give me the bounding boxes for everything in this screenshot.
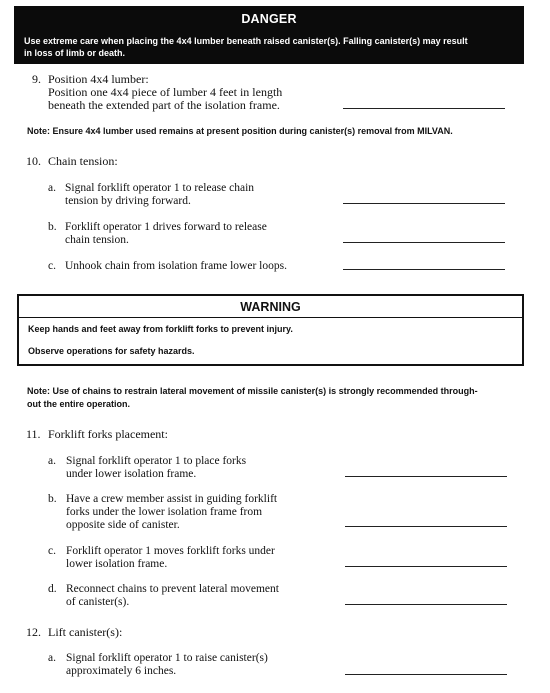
step-11a-letter: a. <box>48 455 56 467</box>
step-11b-text-line-3: opposite side of canister. <box>66 519 180 531</box>
danger-box <box>14 6 524 64</box>
danger-title: DANGER <box>241 12 297 26</box>
step-10b-text-line-2: chain tension. <box>65 234 129 246</box>
step-11a-text-line-2: under lower isolation frame. <box>66 468 197 480</box>
step-11c-text-line-2: lower isolation frame. <box>66 558 168 570</box>
step-9-signoff-line[interactable] <box>343 108 505 109</box>
step-10c-signoff-line[interactable] <box>343 269 505 270</box>
step-11c-letter: c. <box>48 545 56 557</box>
danger-text-line-1: Use extreme care when placing the 4x4 lumber beneath raised canister(s). Falling canister(s) may result <box>24 36 468 46</box>
step-12-number: 12. <box>26 625 41 639</box>
step-10c-text-line-1: Unhook chain from isolation frame lower loops. <box>65 260 287 272</box>
step-12a-letter: a. <box>48 652 56 664</box>
step-11-title: Forklift forks placement: <box>48 427 168 441</box>
step-12a-text-line-1: Signal forklift operator 1 to raise canister(s) <box>66 652 268 664</box>
step-10a-letter: a. <box>48 182 56 194</box>
step-10b-signoff-line[interactable] <box>343 242 505 243</box>
step-10c-letter: c. <box>48 260 56 272</box>
note-chains <box>27 385 519 411</box>
step-10a-signoff-line[interactable] <box>343 203 505 204</box>
note-lumber: Note: Ensure 4x4 lumber used remains at present position during canister(s) removal from MILVAN. <box>27 126 453 136</box>
note-chains-line-2: out the entire operation. <box>27 399 131 409</box>
danger-text-line-2: in loss of limb or death. <box>24 48 126 58</box>
step-12a-text-line-2: approximately 6 inches. <box>66 665 177 677</box>
step-10a-text-line-2: tension by driving forward. <box>65 195 191 207</box>
step-10-number: 10. <box>26 154 41 168</box>
step-11-number: 11. <box>26 427 41 441</box>
step-10b-letter: b. <box>48 221 57 233</box>
step-11d-signoff-line[interactable] <box>345 604 507 605</box>
step-11c-signoff-line[interactable] <box>345 566 507 567</box>
step-11d-text-line-1: Reconnect chains to prevent lateral movement <box>66 583 279 595</box>
step-12a-signoff-line[interactable] <box>345 674 507 675</box>
step-10-title: Chain tension: <box>48 154 118 168</box>
step-9-text-line-2: beneath the extended part of the isolation frame. <box>48 98 280 112</box>
step-11a-signoff-line[interactable] <box>345 476 507 477</box>
warning-box <box>17 294 524 366</box>
danger-text <box>24 35 514 59</box>
step-11d-text-line-2: of canister(s). <box>66 596 130 608</box>
step-11b-text-line-2: forks under the lower isolation frame from <box>66 506 263 518</box>
warning-title: WARNING <box>240 300 301 314</box>
step-11b-signoff-line[interactable] <box>345 526 507 527</box>
warning-text-line-1: Keep hands and feet away from forklift forks to prevent injury. <box>28 324 293 334</box>
warning-text-line-2: Observe operations for safety hazards. <box>28 346 195 356</box>
step-10b-text-line-1: Forklift operator 1 drives forward to release <box>65 221 267 233</box>
step-11c-text-line-1: Forklift operator 1 moves forklift forks under <box>66 545 275 557</box>
step-11b-letter: b. <box>48 493 57 505</box>
step-11a-text-line-1: Signal forklift operator 1 to place forks <box>66 455 247 467</box>
warning-divider <box>19 317 522 318</box>
step-10a-text-line-1: Signal forklift operator 1 to release chain <box>65 182 255 194</box>
step-9-title: Position 4x4 lumber: <box>48 72 149 86</box>
step-11d-letter: d. <box>48 583 57 595</box>
step-12-title: Lift canister(s): <box>48 625 123 639</box>
step-11b-text-line-1: Have a crew member assist in guiding forklift <box>66 493 278 505</box>
step-9-number: 9. <box>32 72 41 86</box>
note-chains-line-1: Note: Use of chains to restrain lateral movement of missile canister(s) is strongly recommended through- <box>27 386 478 396</box>
step-9-text-line-1: Position one 4x4 piece of lumber 4 feet in length <box>48 85 283 99</box>
